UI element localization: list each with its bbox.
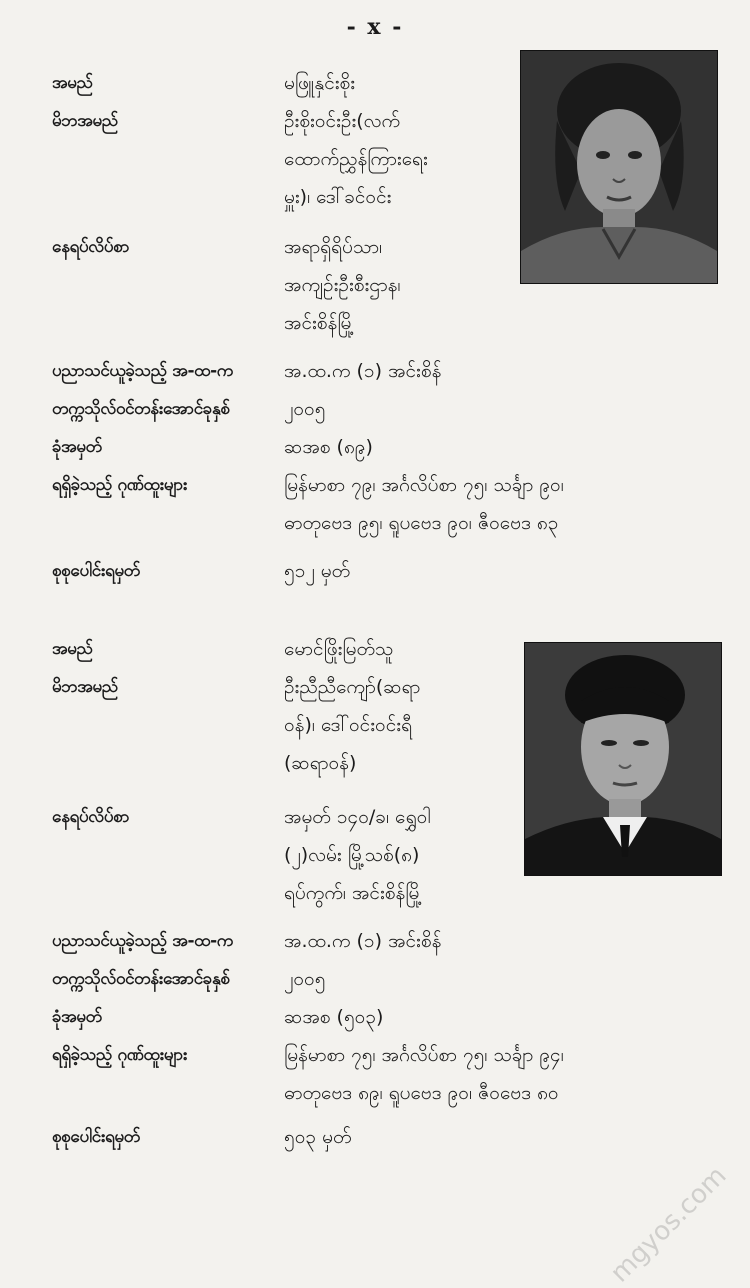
parents-label: မိဘအမည် xyxy=(52,677,118,697)
roll-label: ခုံအမှတ် xyxy=(52,437,102,457)
year-value: ၂၀၀၅ xyxy=(284,968,326,990)
parents-value: ဦးညီညီကျော်(ဆရာ ဝန်)၊ ဒေါ်ဝင်းဝင်းရီ (ဆရာဝန်) xyxy=(284,676,421,774)
watermark: mgyos.com xyxy=(604,1160,732,1288)
student-photo-male xyxy=(524,642,722,876)
student-photo-female xyxy=(520,50,718,284)
page-number: - x - xyxy=(346,14,404,40)
total-value: ၅၀၃ မှတ် xyxy=(284,1126,352,1148)
total-value: ၅၁၂ မှတ် xyxy=(284,560,351,582)
address-value: အရာရှိရိပ်သာ၊ အကျဉ်းဦးစီးဌာန၊ အင်းစိန်မြို့ xyxy=(284,236,401,334)
name-label: အမည် xyxy=(52,639,93,659)
total-label: စုစုပေါင်းရမှတ် xyxy=(52,561,140,581)
distinctions-label: ရရှိခဲ့သည့် ဂုဏ်ထူးများ xyxy=(52,475,188,495)
name-value: မောင်ဖြိုးမြတ်သူ xyxy=(284,638,394,660)
name-label: အမည် xyxy=(52,73,93,93)
roll-value: ဆအစ (၈၉) xyxy=(284,436,373,458)
roll-value: ဆအစ (၅၀၃) xyxy=(284,1006,384,1028)
address-value: အမှတ် ၁၄၀/ခ၊ ရွှေဝါ (၂)လမ်း မြို့သစ်(၈) ရပ်ကွက်၊ အင်းစိန်မြို့ xyxy=(284,806,431,904)
parents-value: ဦးစိုးဝင်းဦး(လက် ထောက်ညွှန်ကြားရေး မှူး)၊ ဒေါ်ခင်ဝင်း xyxy=(284,110,428,208)
distinctions-value: မြန်မာစာ ၇၅၊ အင်္ဂလိပ်စာ ၇၅၊ သင်္ချာ ၉၄၊ ဓာတုဗေဒ ၈၉၊ ရူပဗေဒ ၉၀၊ ဇီဝဗေဒ ၈၀ xyxy=(284,1044,564,1104)
address-label: နေရပ်လိပ်စာ xyxy=(52,807,130,827)
year-label: တက္ကသိုလ်ဝင်တန်းအောင်ခုနှစ် xyxy=(52,399,230,419)
school-label: ပညာသင်ယူခဲ့သည့် အ-ထ-က xyxy=(52,361,234,381)
address-label: နေရပ်လိပ်စာ xyxy=(52,237,130,257)
name-value: မဖြူနှင်းစိုး xyxy=(284,72,356,94)
distinctions-value: မြန်မာစာ ၇၉၊ အင်္ဂလိပ်စာ ၇၅၊ သင်္ချာ ၉၀၊ ဓာတုဗေဒ ၉၅၊ ရူပဗေဒ ၉၀၊ ဇီဝဗေဒ ၈၃ xyxy=(284,474,564,534)
school-value: အ.ထ.က (၁) အင်းစိန် xyxy=(284,930,442,952)
school-label: ပညာသင်ယူခဲ့သည့် အ-ထ-က xyxy=(52,931,234,951)
parents-label: မိဘအမည် xyxy=(52,111,118,131)
distinctions-label: ရရှိခဲ့သည့် ဂုဏ်ထူးများ xyxy=(52,1045,188,1065)
total-label: စုစုပေါင်းရမှတ် xyxy=(52,1127,140,1147)
year-value: ၂၀၀၅ xyxy=(284,398,326,420)
school-value: အ.ထ.က (၁) အင်းစိန် xyxy=(284,360,442,382)
roll-label: ခုံအမှတ် xyxy=(52,1007,102,1027)
year-label: တက္ကသိုလ်ဝင်တန်းအောင်ခုနှစ် xyxy=(52,969,230,989)
